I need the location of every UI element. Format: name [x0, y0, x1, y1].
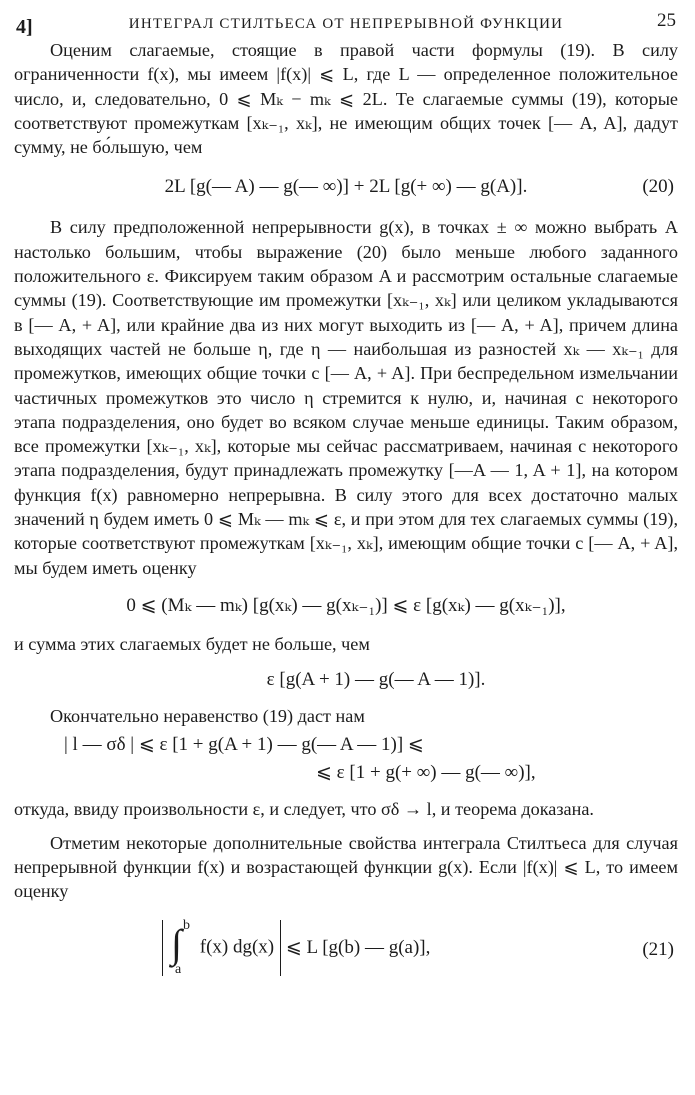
- integral-upper-limit: b: [183, 917, 190, 933]
- equation-21-rhs: ⩽ L [g(b) — g(a)],: [285, 936, 431, 958]
- equation-final-line-2: ⩽ ε [1 + g(+ ∞) — g(— ∞)],: [316, 761, 536, 783]
- section-number: 4]: [16, 16, 33, 38]
- integral-abs: [162, 917, 281, 977]
- page-number: 25: [657, 10, 676, 31]
- paragraph-properties: Отметим некоторые дополнительные свойства интеграла Стилтьеса для случая непрерывной функции f(x) и возрастающей функции g(x). Если |f(x)| ⩽ L, то имеем оценку: [14, 832, 678, 902]
- equation-epsilon-bound: ε [g(A + 1) — g(— A — 1)].: [266, 669, 486, 691]
- integral-lower-limit: a: [175, 961, 182, 977]
- paragraph-sum-bound: и сумма этих слагаемых будет не больше, чем: [14, 633, 370, 654]
- equation-21-tag: (21): [642, 938, 674, 960]
- equation-estimate: 0 ⩽ (Mₖ — mₖ) [g(xₖ) — g(xₖ₋₁)] ⩽ ε [g(xₖ) — g(xₖ₋₁)],: [126, 594, 566, 616]
- integral-symbol: ∫: [171, 920, 182, 966]
- running-header: [14, 6, 678, 36]
- equation-final-line-1: | l — σδ | ⩽ ε [1 + g(A + 1) — g(— A — 1)] ⩽: [64, 733, 424, 755]
- paragraph-bounds: Оценим слагаемые, стоящие в правой части формулы (19). В силу ограниченности f(x), мы имеем |f(x)| ⩽ L, где L — определенное положительное число, и, следовательно, 0 ⩽ Mₖ − mₖ ⩽ 2L. Те слагаемые суммы (19), которые соответствуют промежуткам [xₖ₋₁, xₖ], не имеющим общих точек [— A, A], дадут сумму, не бо́льшую, чем: [14, 40, 678, 158]
- equation-20-tag: (20): [642, 176, 674, 198]
- page: [14, 6, 678, 984]
- running-title: ИНТЕГРАЛ СТИЛТЬЕСА ОТ НЕПРЕРЫВНОЙ ФУНКЦИИ: [128, 16, 564, 32]
- paragraph-final-inequality: Окончательно неравенство (19) даст нам: [50, 706, 365, 727]
- integral-sign: [169, 917, 195, 977]
- equation-20: [14, 175, 678, 199]
- paragraph-continuity: В силу предположенной непрерывности g(x), в точках ± ∞ можно выбрать A настолько большим, чтобы выражение (20) было меньше любого заданного положительного ε. Фиксируем таким образом A и рассмотрим остальные слагаемые суммы (19). Соответствующие им промежутки [xₖ₋₁, xₖ] или целиком укладываются в [— A, + A], или крайние два из них могут выходить из [— A, + A], причем длина выходящих частей не больше η, где η — наибольшая из разностей xₖ — xₖ₋₁ для промежутков, имеющих общие точки с [— A, + A]. При беспредельном измельчании частичных промежутков это число η стремится к нулю, и, начиная с некоторого этапа подразделения, оно будет во всяком случае меньше единицы. Таким образом, все промежутки [xₖ₋₁, xₖ], которые мы сейчас рассматриваем, начиная с некоторого этапа подразделения, будут принадлежать промежутку [—A — 1, A + 1], на котором функция f(x) равномерно непрерывна. В силу этого для всех достаточно малых значений η будем иметь 0 ⩽ Mₖ — mₖ ⩽ ε, и при этом для тех слагаемых суммы (19), которые соответствуют промежуткам [xₖ₋₁, xₖ], имеющим общие точки с [— A, + A], мы будем иметь оценку: [14, 217, 678, 578]
- integrand: f(x) dg(x): [199, 936, 275, 958]
- equation-21: [14, 917, 678, 984]
- paragraph-conclusion: откуда, ввиду произвольности ε, и следует, что σδ → l, и теорема доказана.: [14, 798, 594, 819]
- equation-20-formula: 2L [g(— A) — g(— ∞)] + 2L [g(+ ∞) — g(A)].: [164, 176, 528, 198]
